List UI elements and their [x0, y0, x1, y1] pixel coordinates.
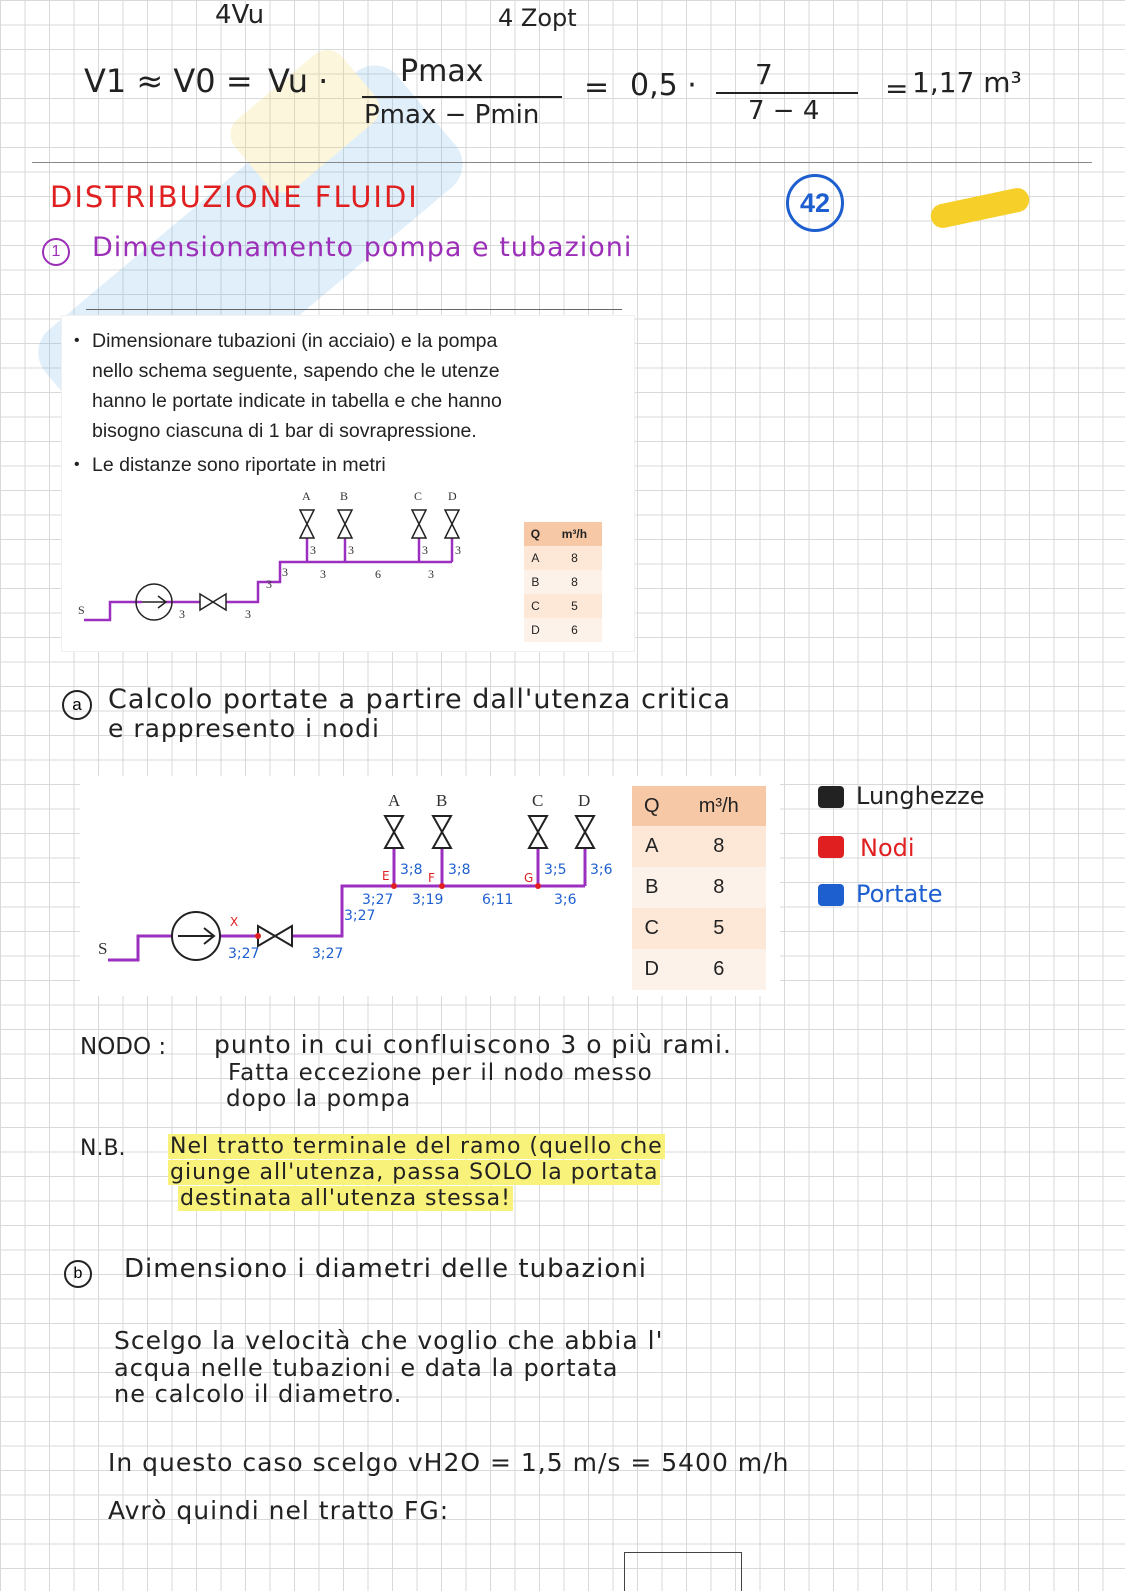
valve-label: A — [388, 791, 401, 810]
table-header: m³/h — [672, 786, 767, 826]
bullet-dot: • — [74, 456, 80, 473]
formula-vu: Vu · — [268, 62, 329, 100]
svg-text:3;5: 3;5 — [544, 862, 567, 878]
valve-label: D — [448, 489, 457, 503]
nodo-line-1: punto in cui confluiscono 3 o più rami. — [214, 1030, 732, 1059]
velocity-line-1: In questo caso scelgo vH2O = 1,5 m/s = 5400 m/h — [108, 1448, 790, 1477]
svg-text:3: 3 — [320, 567, 326, 581]
table-cell: B — [632, 867, 672, 908]
svg-text:3: 3 — [348, 543, 354, 557]
top-fragment-left: 4Vu — [215, 0, 265, 30]
section-title: DISTRIBUZIONE FLUIDI — [50, 180, 419, 214]
svg-text:3: 3 — [282, 565, 288, 579]
valve-label: D — [578, 791, 591, 810]
gate-valve-icon — [200, 594, 226, 610]
paragraph-line-3: ne calcolo il diametro. — [114, 1380, 403, 1408]
step-b-marker: b — [64, 1260, 92, 1288]
valve-label: B — [340, 489, 349, 503]
card-top-rule — [86, 309, 622, 310]
nodo-line-3: dopo la pompa — [226, 1086, 412, 1112]
nb-line-3 — [178, 1186, 513, 1211]
svg-text:3;6: 3;6 — [554, 892, 577, 908]
flow-table-large — [632, 786, 766, 990]
partial-box-bottom — [624, 1552, 742, 1591]
table-cell: 6 — [672, 949, 767, 990]
svg-text:6: 6 — [375, 567, 381, 581]
nodo-label: NODO : — [80, 1034, 167, 1060]
nb-line-1 — [168, 1134, 665, 1159]
page-number-badge: 42 — [786, 174, 844, 232]
section-subtitle: Dimensionamento pompa e tubazioni — [92, 232, 633, 263]
table-cell: 8 — [672, 826, 767, 867]
svg-text:3;27: 3;27 — [312, 946, 344, 962]
table-cell: 5 — [672, 908, 767, 949]
paragraph-line-2: acqua nelle tubazioni e data la portata — [114, 1354, 619, 1382]
svg-text:3: 3 — [455, 543, 461, 557]
node-label: X — [230, 915, 239, 929]
svg-text:3;27: 3;27 — [362, 892, 394, 908]
table-cell: 6 — [547, 618, 602, 642]
svg-text:3: 3 — [266, 577, 272, 591]
formula-equals-1: = — [584, 70, 610, 105]
bullet-1-line-3: hanno le portate indicate in tabella e che hanno — [92, 390, 502, 412]
bullet-2 — [74, 450, 386, 480]
table-cell: A — [524, 546, 547, 570]
legend-swatch-lengths — [818, 786, 844, 808]
divider-line — [32, 162, 1092, 163]
svg-text:3: 3 — [245, 607, 251, 621]
svg-text:3: 3 — [310, 543, 316, 557]
table-cell: A — [632, 826, 672, 867]
table-cell: D — [632, 949, 672, 990]
nb-line-2 — [168, 1160, 660, 1185]
svg-text:3: 3 — [428, 567, 434, 581]
formula-lhs: V1 ≈ V0 = — [84, 62, 253, 100]
formula-den2: 7 − 4 — [748, 96, 820, 126]
problem-card — [62, 316, 634, 651]
highlight: giunge all'utenza, passa SOLO la portata — [170, 1160, 659, 1185]
table-cell: 5 — [547, 594, 602, 618]
highlight: Nel tratto terminale del ramo (quello che — [170, 1134, 663, 1159]
gate-valve-icon — [258, 926, 292, 946]
step-a-line-1: Calcolo portate a partire dall'utenza critica — [108, 684, 731, 715]
bullet-dot: • — [74, 332, 80, 349]
legend-label-nodes: Nodi — [860, 834, 915, 862]
bullet-1 — [74, 326, 502, 446]
svg-text:3: 3 — [179, 607, 185, 621]
step-b-text: Dimensiono i diametri delle tubazioni — [124, 1254, 648, 1284]
legend-swatch-nodes — [818, 836, 844, 858]
table-cell: B — [524, 570, 547, 594]
pump-icon — [172, 912, 220, 960]
formula-num2: 7 — [755, 58, 773, 91]
svg-text:3;8: 3;8 — [448, 862, 471, 878]
user-valve-icons — [385, 816, 594, 848]
table-cell: 8 — [547, 570, 602, 594]
fraction-bar-1 — [362, 96, 562, 98]
flow-table-small — [524, 522, 602, 642]
fraction-bar-2 — [716, 92, 858, 94]
legend-label-lengths: Lunghezze — [856, 782, 985, 810]
svg-text:3;27: 3;27 — [228, 946, 260, 962]
yellow-highlight-mark — [929, 186, 1032, 230]
node-label: E — [382, 869, 390, 883]
table-header: Q — [524, 522, 547, 546]
formula-result: 1,17 m³ — [912, 66, 1022, 99]
node-label: G — [524, 871, 534, 885]
table-header: Q — [632, 786, 672, 826]
paragraph-line-1: Scelgo la velocità che voglio che abbia l' — [114, 1326, 664, 1355]
formula-denominator: Pmax − Pmin — [364, 100, 540, 130]
node-label: F — [428, 871, 435, 885]
highlight: destinata all'utenza stessa! — [180, 1186, 511, 1211]
nodo-line-2: Fatta eccezione per il nodo messo — [228, 1060, 653, 1086]
user-valve-icons — [300, 510, 459, 538]
nb-label: N.B. — [80, 1136, 126, 1161]
source-label: S — [78, 603, 85, 617]
svg-text:3;19: 3;19 — [412, 892, 444, 908]
svg-text:3;27: 3;27 — [344, 908, 376, 924]
legend-swatch-flows — [818, 884, 844, 906]
subtitle-number: 1 — [42, 238, 70, 266]
valve-label: C — [532, 791, 544, 810]
table-cell: 8 — [672, 867, 767, 908]
svg-text:3;6: 3;6 — [590, 862, 613, 878]
bullet-1-line-1: Dimensionare tubazioni (in acciaio) e la pompa — [92, 330, 498, 352]
bullet-1-line-2: nello schema seguente, sapendo che le utenze — [92, 360, 500, 382]
top-fragment-right: 4 Zopt — [498, 4, 577, 32]
table-cell: C — [524, 594, 547, 618]
formula-numerator: Pmax — [400, 54, 484, 89]
velocity-line-2: Avrò quindi nel tratto FG: — [108, 1496, 450, 1525]
table-header: m³/h — [547, 522, 602, 546]
svg-text:3: 3 — [422, 543, 428, 557]
legend-label-flows: Portate — [856, 880, 943, 908]
table-cell: D — [524, 618, 547, 642]
valve-label: B — [436, 791, 448, 810]
formula-equals-2: = — [885, 72, 909, 105]
valve-label: A — [302, 489, 311, 503]
bullet-2-line-1: Le distanze sono riportate in metri — [92, 454, 386, 476]
formula-coef: 0,5 · — [630, 68, 697, 103]
valve-label: C — [414, 489, 423, 503]
pipe-schematic-1 — [62, 486, 522, 646]
bullet-1-line-4: bisogno ciascuna di 1 bar di sovrapressione. — [92, 420, 477, 442]
pipe-schematic-2 — [80, 776, 640, 996]
diagram-2-panel — [80, 776, 780, 996]
step-a-marker: a — [62, 690, 92, 720]
source-label: S — [98, 939, 108, 958]
step-a-line-2: e rappresento i nodi — [108, 714, 380, 743]
svg-text:3;8: 3;8 — [400, 862, 423, 878]
table-cell: 8 — [547, 546, 602, 570]
table-cell: C — [632, 908, 672, 949]
svg-text:6;11: 6;11 — [482, 892, 514, 908]
